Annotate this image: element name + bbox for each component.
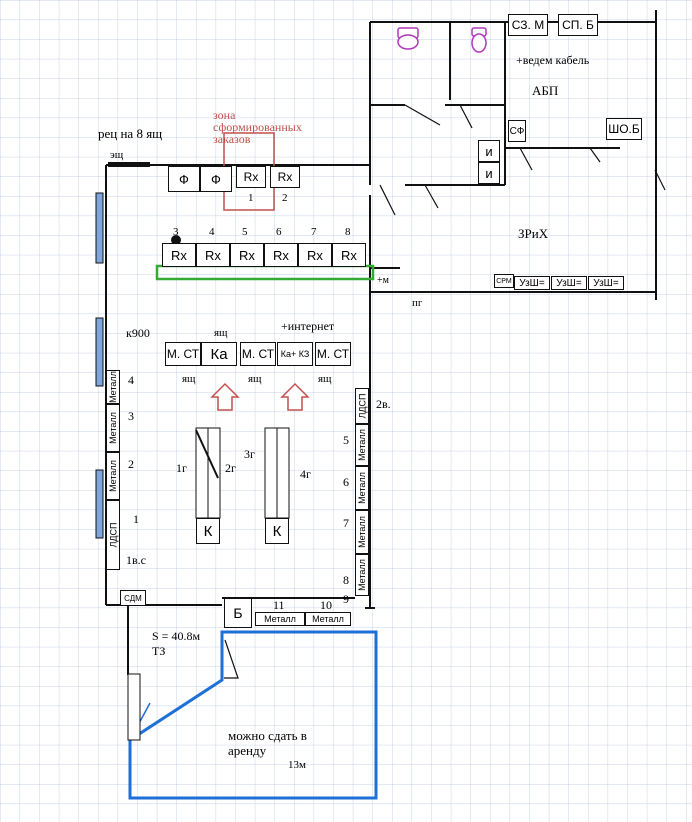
rack-left-1: Металл [108,371,118,403]
rack-right-2: Металл [355,424,369,466]
rx-station-6: Rx [332,243,366,267]
top-left-bar [108,162,150,167]
orders-zone-label: зона сформированных заказов [213,108,302,146]
bottom-num-11: 11 [273,598,285,612]
tz-label: ТЗ [152,644,166,658]
room-sf: СФ [508,120,526,142]
rx-num-4: 4 [209,226,215,238]
right-num-5: 5 [343,433,349,447]
rack-left-4: ЛДСП [106,500,120,570]
rx-num-8: 8 [345,226,351,238]
right-num-7: 7 [343,516,349,530]
rx-station-2: Rx [196,243,230,267]
internet-label: +интернет [281,319,335,333]
station-ka-kz: Ка+ КЗ [277,342,313,366]
rack-bottom-1: Металл [255,612,305,626]
left-num-4: 4 [128,373,134,387]
station-mst-1: М. СТ [165,342,201,366]
rack-left-3: Металл [106,452,120,500]
rx-station-3: Rx [230,243,264,267]
rack-right-1: ЛДСП [355,388,369,424]
small-num-2: 2 [282,192,288,204]
pg-label: пг [412,297,423,309]
yash-bottom-label-2: ящ [248,373,262,385]
v1-label: 1в.с [126,553,146,567]
rx-small-1: Rx [236,166,266,188]
room-uzsh-1: УзШ= [514,276,550,290]
rent-label: можно сдать в аренду [228,728,307,758]
abp-label: АБП [532,83,559,98]
table-2g-label: 2г [225,461,236,475]
area-label: S = 40.8м [152,629,201,643]
station-mst-3: М. СТ [315,342,351,366]
rack-right-4: Металл [355,510,369,554]
right-num-6: 6 [343,475,349,489]
yash-bottom-label-3: ящ [318,373,332,385]
right-num-8: 8 [343,573,349,587]
cabinet-phi-2: Ф [200,166,232,192]
table-1g-label: 1г [176,461,187,475]
yash-top-label: ящ [214,327,228,339]
cabinet-b: Б [224,598,252,628]
rack-left-2: Металл [106,404,120,452]
kabel-label: +ведем кабель [516,53,590,67]
k-box-2: К [265,518,289,544]
rx-num-6: 6 [276,226,282,238]
v2-label: 2в. [376,397,391,411]
plus-m-label: +м [377,275,389,286]
station-mst-2: М. СТ [240,342,276,366]
station-ka: Ка [201,342,237,366]
eshch-label: эщ [110,149,124,161]
rx-station-5: Rx [298,243,332,267]
rack-right-5: Металл [355,554,369,596]
left-num-2: 2 [128,457,134,471]
m13-label: 13м [288,759,306,771]
yash-bottom-label-1: ящ [182,373,196,385]
k-box-1: К [196,518,220,544]
bottom-num-10: 10 [320,598,332,612]
room-sp-b: СП. Б [558,14,598,36]
rx-station-4: Rx [264,243,298,267]
room-sho-b: ШО.Б [606,118,642,140]
small-num-1: 1 [248,192,254,204]
room-sz-m: СЗ. М [508,14,548,36]
table-3g-label: 3г [244,447,255,461]
zrih-label: ЗРиХ [518,226,549,241]
room-uzsh-2: УзШ= [551,276,587,290]
room-i-1: и [478,140,500,162]
rx-station-1: Rx [162,243,196,267]
cdm-box: СДМ [120,590,146,606]
table-4g-label: 4г [300,467,311,481]
cabinet-phi-1: Ф [168,166,200,192]
rx-num-3: 3 [173,226,179,238]
left-num-1: 1 [133,512,139,526]
right-num-9: 9 [343,592,349,606]
rx-num-7: 7 [311,226,317,238]
room-uzsh-3: УзШ= [588,276,624,290]
k900-label: к900 [126,326,150,340]
room-srm: СРМ [494,274,514,288]
rec-label: рец на 8 ящ [98,126,163,141]
left-windows [96,193,103,538]
rack-right-3: Металл [355,466,369,510]
rx-num-5: 5 [242,226,248,238]
rx-small-2: Rx [270,166,300,188]
left-num-3: 3 [128,409,134,423]
rack-bottom-2: Металл [305,612,351,626]
room-i-2: и [478,162,500,184]
